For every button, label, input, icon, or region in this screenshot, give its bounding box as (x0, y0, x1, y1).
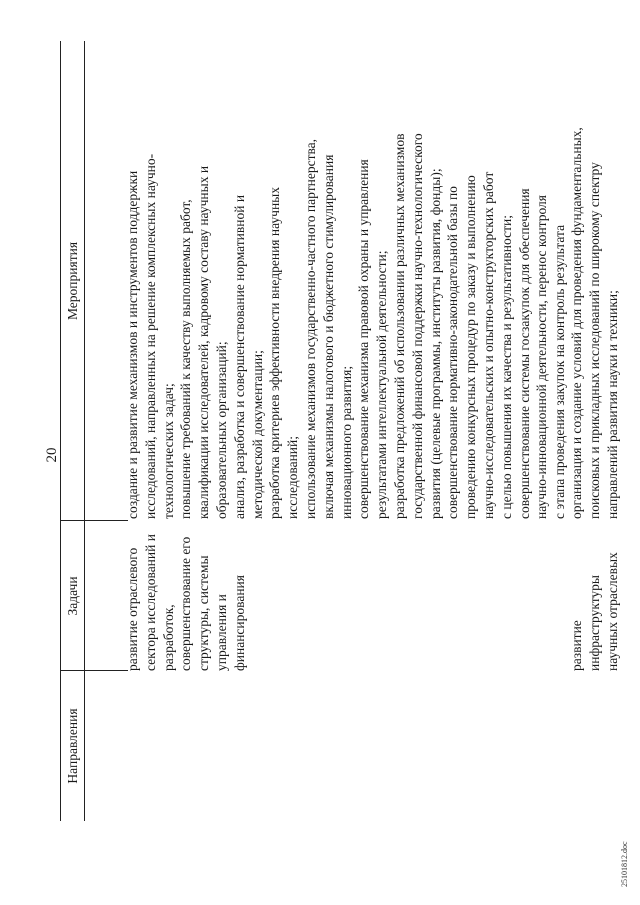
activity-line: исследований, направленных на решение комплексных научно- (142, 153, 158, 519)
header-bottom-border (84, 41, 85, 821)
header-directions: Направления (65, 708, 80, 784)
measures-table (60, 41, 620, 821)
activity-line: совершенствование нормативно-законодательной базы по (445, 186, 461, 519)
task-line: развитие отраслевого (125, 547, 140, 671)
header-activities: Мероприятия (65, 241, 80, 321)
activity-line: разработка критериев эффективности внедрения научных (267, 187, 283, 519)
task-line: совершенствование его (178, 536, 194, 671)
task-line: инфраструктуры (586, 575, 602, 671)
task-line: управления и (213, 594, 229, 671)
activity-line: повышение требований к качеству выполняемых работ, (178, 199, 194, 519)
row2-activity-cell (568, 127, 621, 519)
activity-line: образовательных организаций; (213, 341, 229, 519)
task-line: структуры, системы (196, 555, 212, 671)
activity-line: научно-исследовательских и опытно-конструкторских работ (480, 171, 496, 519)
row2-task-cell (568, 552, 621, 671)
activity-line: организация и создание условий для проведения фундаментальных, (569, 127, 584, 519)
page-number: 20 (44, 447, 60, 463)
activity-line: направлений развития науки и техники; (604, 290, 620, 519)
activity-line: квалификации исследователей, кадровому составу научных и (196, 165, 212, 519)
activity-line: исследований; (285, 436, 301, 519)
activity-line: поисковых и прикладных исследований по широкому спектру (586, 162, 602, 519)
activity-line: анализ, разработка и совершенствование нормативной и (231, 194, 247, 519)
activity-line: технологических задач; (160, 383, 176, 519)
activity-line: совершенствование механизма правовой охраны и управления (356, 159, 372, 519)
activity-line: создание и развитие механизмов и инструментов поддержки (125, 170, 140, 519)
document-code: 25101812.doc (620, 841, 629, 887)
activity-line: развития (целевые программы, институты развития, фонды); (427, 168, 443, 519)
task-line: научных отраслевых (604, 552, 620, 671)
activity-line: научно-инновационной деятельности, перенос контроля (534, 195, 550, 519)
activity-line: результатами интеллектуальной деятельности; (374, 250, 390, 519)
header-tasks: Задачи (65, 576, 80, 616)
row1-task-cell (124, 534, 249, 671)
table-top-border (60, 41, 61, 821)
task-line: развитие (569, 620, 584, 671)
activity-line: проведению конкурсных процедур по заказу и выполнению (463, 175, 479, 519)
activity-line: государственной финансовой поддержки научно-технологического (409, 133, 425, 519)
activity-line: инновационного развития; (338, 365, 354, 519)
activity-line: совершенствование системы госзакупок для обеспечения (516, 188, 532, 519)
activity-line: с целью повышения их качества и результативности; (498, 215, 514, 519)
task-line: разработок, (160, 604, 176, 671)
activity-line: с этапа проведения закупок на контроль результата (552, 224, 568, 519)
task-line: сектора исследований и (142, 534, 158, 671)
activity-line: методической документации; (249, 350, 265, 519)
activity-line: разработка предложений об использовании различных механизмов (391, 133, 407, 519)
task-line: финансирования (231, 575, 247, 671)
activity-line: использование механизмов государственно-частного партнерства, (302, 138, 318, 519)
row1-activity-cell (124, 133, 569, 519)
activity-line: включая механизмы налогового и бюджетного стимулирования (320, 154, 336, 519)
